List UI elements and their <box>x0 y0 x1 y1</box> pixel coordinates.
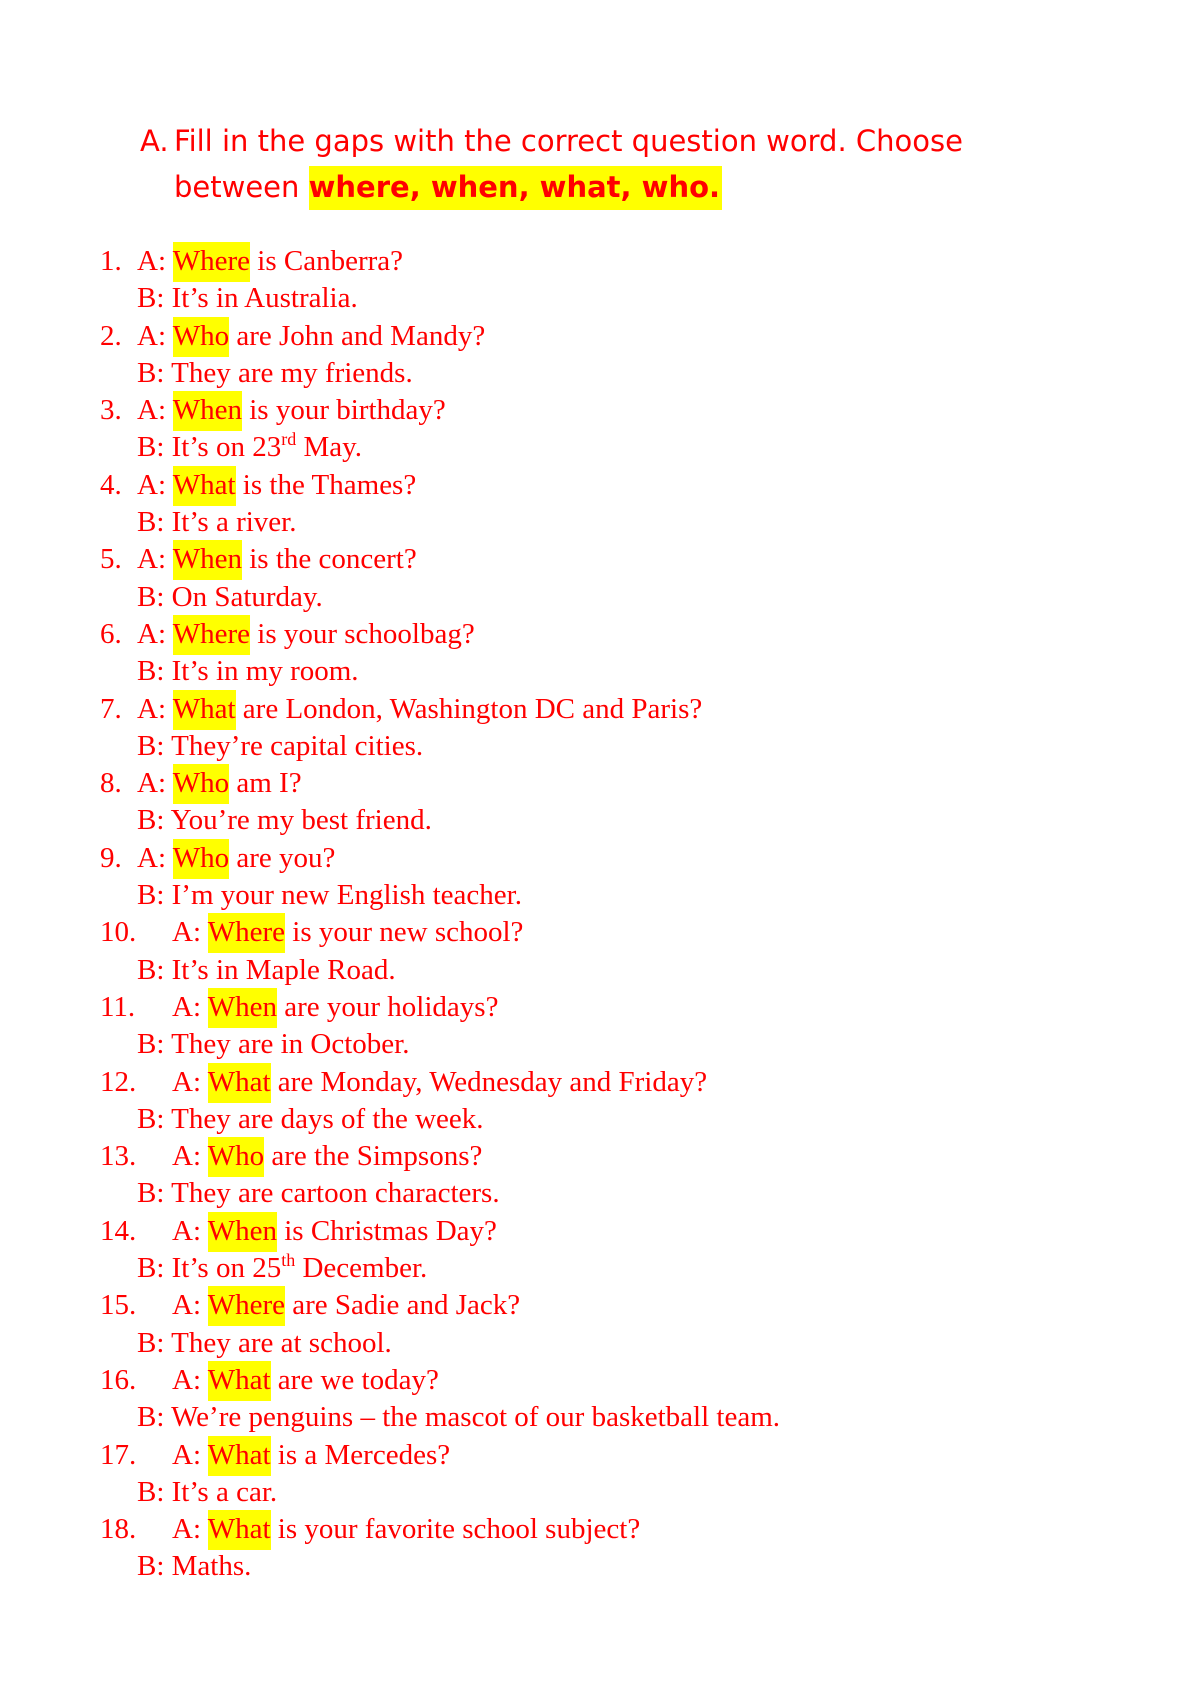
question <box>172 1287 520 1324</box>
speaker-a-label: A: <box>172 1065 208 1098</box>
exercise-item <box>0 1362 1200 1437</box>
question-text: are John and Mandy? <box>229 319 486 352</box>
question-text: is the Thames? <box>235 468 417 501</box>
answer-word: What <box>208 1063 271 1103</box>
answer-text-main: B: It’s in my room. <box>137 655 359 688</box>
item-number: 16. <box>100 1363 137 1396</box>
question-text: are we today? <box>270 1363 439 1396</box>
answer-text-main: B: On Saturday. <box>137 580 323 613</box>
answer-text-main: B: They are at school. <box>137 1326 392 1359</box>
question-text: are Sadie and Jack? <box>285 1289 521 1322</box>
exercise-item <box>0 616 1200 691</box>
question-text: are Monday, Wednesday and Friday? <box>270 1065 708 1098</box>
answer-word: Where <box>173 242 250 282</box>
exercise-item <box>0 318 1200 393</box>
question-text: am I? <box>229 767 302 800</box>
question-text: is Canberra? <box>250 245 404 277</box>
question-text: is a Mercedes? <box>270 1438 451 1471</box>
question-text: are London, Washington DC and Paris? <box>235 692 703 725</box>
exercise-item <box>0 541 1200 616</box>
speaker-a-label: A: <box>172 1140 208 1173</box>
speaker-a-label: A: <box>137 841 173 874</box>
answer-word: What <box>173 690 236 730</box>
answer-word: Where <box>173 615 250 655</box>
answer-text-main: B: It’s on 25 <box>137 1252 282 1285</box>
item-number: 13. <box>100 1140 137 1173</box>
section-label: A. <box>140 124 169 158</box>
answer-text <box>137 1325 392 1362</box>
answer-text <box>137 1026 409 1063</box>
answer-text-main: B: They’re capital cities. <box>137 729 424 762</box>
exercise-item <box>0 1287 1200 1362</box>
question <box>172 914 523 951</box>
question-text: is your favorite school subject? <box>270 1513 641 1546</box>
speaker-a-label: A: <box>137 468 173 501</box>
answer-text <box>137 1175 500 1212</box>
item-number: 18. <box>100 1513 137 1546</box>
item-number: 3. <box>100 394 122 427</box>
answer-text-main: B: They are my friends. <box>137 356 413 389</box>
answer-word: When <box>173 391 242 431</box>
item-number: 15. <box>100 1289 137 1322</box>
question <box>172 1064 707 1101</box>
speaker-a-label: A: <box>137 245 173 277</box>
answer-text <box>137 728 423 765</box>
speaker-a-label: A: <box>172 1289 208 1322</box>
answer-word: Who <box>173 317 229 357</box>
answer-text-main: B: It’s a river. <box>137 506 297 539</box>
answer-word: When <box>208 1212 277 1252</box>
answer-text-main: B: It’s a car. <box>137 1475 278 1508</box>
instruction-line-2-prefix: between <box>174 170 309 204</box>
speaker-a-label: A: <box>137 692 173 725</box>
question-text: are the Simpsons? <box>264 1140 483 1173</box>
question-text: is your new school? <box>285 916 524 949</box>
answer-text <box>137 280 358 317</box>
exercise-item <box>0 989 1200 1064</box>
answer-word: What <box>208 1361 271 1401</box>
answer-text <box>137 1474 277 1511</box>
answer-text <box>137 1399 780 1436</box>
question-text: are your holidays? <box>276 990 499 1023</box>
speaker-a-label: A: <box>137 543 173 576</box>
answer-text <box>137 653 359 690</box>
speaker-a-label: A: <box>137 394 173 427</box>
answer-text-main: B: They are in October. <box>137 1028 410 1061</box>
item-number: 12. <box>100 1065 137 1098</box>
question <box>137 691 702 728</box>
exercise-item <box>0 914 1200 989</box>
answer-text-main: B: It’s on 23 <box>137 431 282 464</box>
answer-word: Where <box>208 913 285 953</box>
answer-text <box>137 877 522 914</box>
answer-text <box>137 802 432 839</box>
question <box>172 1511 640 1548</box>
answer-text-main: B: I’m your new English teacher. <box>137 879 522 912</box>
question-text: is Christmas Day? <box>276 1214 497 1247</box>
answer-word: Who <box>173 764 229 804</box>
answer-text-main: B: They are cartoon characters. <box>137 1177 500 1210</box>
question-text: are you? <box>229 841 336 874</box>
question <box>137 318 485 355</box>
answer-text <box>137 504 296 541</box>
speaker-a-label: A: <box>137 617 173 650</box>
instruction-line-2 <box>174 164 722 210</box>
answer-word: What <box>208 1436 271 1476</box>
question <box>137 467 416 504</box>
speaker-a-label: A: <box>172 1363 208 1396</box>
question <box>172 1138 482 1175</box>
item-number: 9. <box>100 841 122 874</box>
speaker-a-label: A: <box>172 1438 208 1471</box>
speaker-a-label: A: <box>172 1214 208 1247</box>
item-number: 1. <box>100 245 122 277</box>
answer-text <box>137 1250 427 1287</box>
question <box>137 765 302 802</box>
exercise-item <box>0 1213 1200 1288</box>
instruction-line-1: Fill in the gaps with the correct question word. Choose <box>174 124 963 158</box>
exercise-item <box>0 1437 1200 1512</box>
speaker-a-label: A: <box>172 1513 208 1546</box>
question-word-options: where, when, what, who. <box>309 166 722 210</box>
answer-text <box>137 952 396 989</box>
answer-text <box>137 1548 251 1585</box>
question-text: is your schoolbag? <box>250 617 475 650</box>
answer-text <box>137 355 413 392</box>
question <box>137 243 403 280</box>
answer-text-end: December. <box>295 1252 428 1285</box>
item-number: 2. <box>100 319 122 352</box>
answer-word: Who <box>173 839 229 879</box>
answer-text-main: B: We’re penguins – the mascot of our basketball team. <box>137 1401 781 1434</box>
answer-word: When <box>208 988 277 1028</box>
answer-text <box>137 1101 484 1138</box>
answer-word: Who <box>208 1137 264 1177</box>
speaker-a-label: A: <box>137 767 173 800</box>
item-number: 6. <box>100 617 122 650</box>
question <box>172 989 498 1026</box>
exercise-item <box>0 1138 1200 1213</box>
answer-word: What <box>208 1510 271 1550</box>
answer-text-main: B: It’s in Australia. <box>137 282 358 315</box>
question <box>172 1437 450 1474</box>
speaker-a-label: A: <box>172 916 208 949</box>
exercise-item <box>0 691 1200 766</box>
answer-text-main: B: You’re my best friend. <box>137 804 432 837</box>
item-number: 7. <box>100 692 122 725</box>
answer-text-end: May. <box>296 431 362 464</box>
answer-text <box>137 579 323 616</box>
exercise-item <box>0 840 1200 915</box>
answer-word: When <box>173 540 242 580</box>
question <box>172 1213 497 1250</box>
answer-word: Where <box>208 1286 285 1326</box>
question <box>172 1362 439 1399</box>
ordinal-suffix: rd <box>281 429 297 450</box>
item-number: 5. <box>100 543 122 576</box>
question <box>137 541 417 578</box>
exercise-item <box>0 1511 1200 1586</box>
question <box>137 840 335 877</box>
item-number: 14. <box>100 1214 137 1247</box>
item-number: 11. <box>100 990 136 1023</box>
speaker-a-label: A: <box>137 319 173 352</box>
ordinal-suffix: th <box>281 1250 296 1271</box>
question <box>137 392 446 429</box>
exercise-item <box>0 467 1200 542</box>
item-number: 10. <box>100 916 137 949</box>
answer-text-main: B: It’s in Maple Road. <box>137 953 396 986</box>
question <box>137 616 475 653</box>
exercise-list <box>0 243 1200 1586</box>
exercise-item <box>0 392 1200 467</box>
exercise-item <box>0 765 1200 840</box>
answer-text <box>137 429 362 466</box>
answer-text-main: B: They are days of the week. <box>137 1102 484 1135</box>
exercise-item <box>0 1064 1200 1139</box>
item-number: 4. <box>100 468 122 501</box>
item-number: 17. <box>100 1438 137 1471</box>
item-number: 8. <box>100 767 122 800</box>
answer-text-main: B: Maths. <box>137 1550 252 1583</box>
exercise-item <box>0 243 1200 318</box>
answer-word: What <box>173 466 236 506</box>
question-text: is your birthday? <box>241 394 446 427</box>
speaker-a-label: A: <box>172 990 208 1023</box>
question-text: is the concert? <box>241 543 417 576</box>
